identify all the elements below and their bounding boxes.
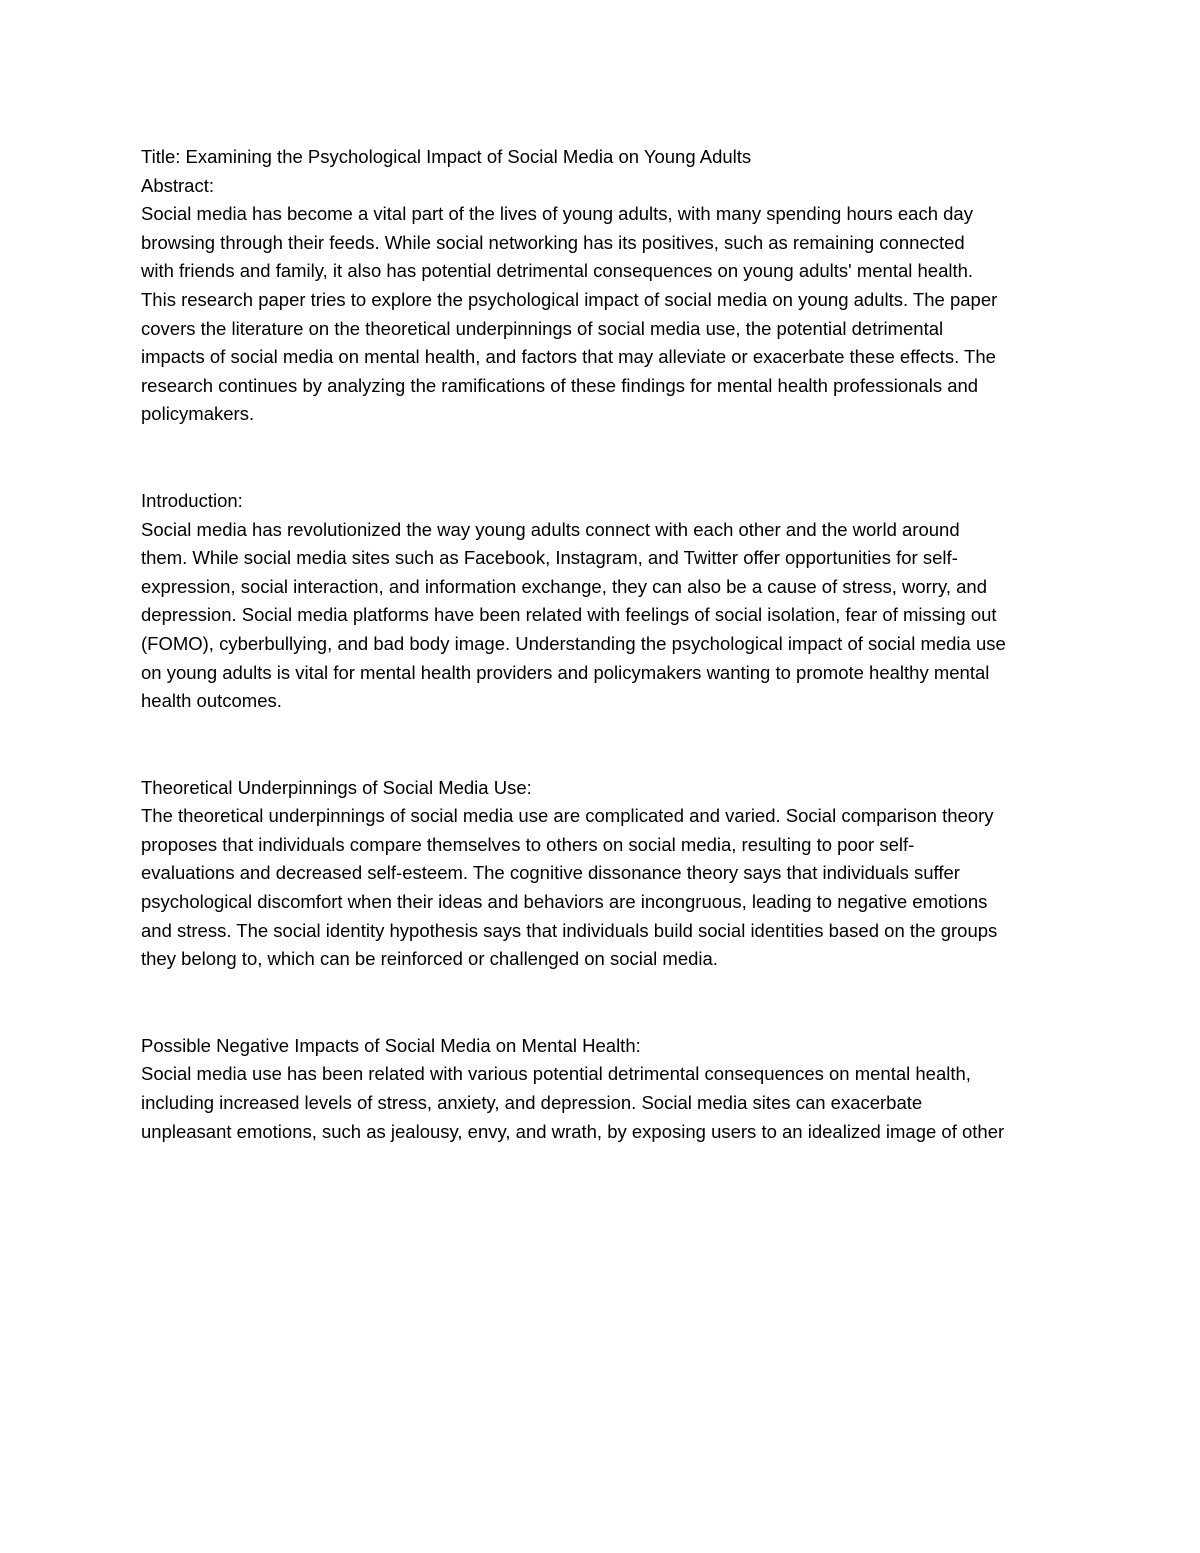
paragraph-introduction: [141, 516, 1066, 716]
paragraph-theoretical-underpinnings: [141, 802, 1066, 974]
section-heading-theoretical-underpinnings: Theoretical Underpinnings of Social Media Use:: [141, 776, 532, 798]
text-line: Social media has revolutionized the way young adults connect with each other and the world around: [141, 518, 960, 540]
text-line: they belong to, which can be reinforced or challenged on social media.: [141, 948, 718, 970]
text-line: including increased levels of stress, anxiety, and depression. Social media sites can exacerbate: [141, 1092, 923, 1114]
text-line: unpleasant emotions, such as jealousy, envy, and wrath, by exposing users to an idealized image of other: [141, 1120, 1005, 1142]
text-line: evaluations and decreased self-esteem. The cognitive dissonance theory says that individuals suffer: [141, 862, 960, 884]
text-line: proposes that individuals compare themselves to others on social media, resulting to poor self-: [141, 833, 915, 855]
text-line: policymakers.: [141, 403, 255, 425]
text-line: This research paper tries to explore the psychological impact of social media on young adults. The paper: [141, 288, 998, 310]
text-line: and stress. The social identity hypothesis says that individuals build social identities based on the groups: [141, 919, 998, 941]
text-line: them. While social media sites such as Facebook, Instagram, and Twitter offer opportunities for self-: [141, 547, 958, 569]
text-line: browsing through their feeds. While social networking has its positives, such as remaining connected: [141, 231, 965, 253]
paragraph-negative-impacts: [141, 1060, 1066, 1146]
text-line: The theoretical underpinnings of social media use are complicated and varied. Social comparison theory: [141, 805, 994, 827]
document-title: Title: Examining the Psychological Impact of Social Media on Young Adults: [141, 146, 752, 167]
text-line: psychological discomfort when their ideas and behaviors are incongruous, leading to negative emotions: [141, 891, 988, 913]
document-body: [141, 143, 1066, 1146]
text-line: expression, social interaction, and information exchange, they can also be a cause of stress, worry, and: [141, 575, 987, 597]
text-line: covers the literature on the theoretical underpinnings of social media use, the potential detrimental: [141, 317, 944, 339]
section-heading-negative-impacts: Possible Negative Impacts of Social Media on Mental Health:: [141, 1034, 641, 1056]
text-line: health outcomes.: [141, 690, 282, 712]
text-line: Social media use has been related with various potential detrimental consequences on mental health,: [141, 1063, 971, 1085]
section-heading-introduction: Introduction:: [141, 489, 243, 511]
text-line: depression. Social media platforms have been related with feelings of social isolation, fear of missing out: [141, 604, 997, 626]
section-heading-abstract: Abstract:: [141, 174, 214, 196]
text-line: (FOMO), cyberbullying, and bad body image. Understanding the psychological impact of social media use: [141, 632, 1006, 654]
text-line: Social media has become a vital part of the lives of young adults, with many spending hours each day: [141, 203, 973, 225]
text-line: research continues by analyzing the ramifications of these findings for mental health professionals and: [141, 374, 979, 396]
paragraph-abstract: [141, 200, 1066, 429]
text-line: impacts of social media on mental health, and factors that may alleviate or exacerbate these effects. The: [141, 346, 996, 368]
text-line: with friends and family, it also has potential detrimental consequences on young adults' mental health.: [141, 260, 974, 282]
text-line: on young adults is vital for mental health providers and policymakers wanting to promote healthy mental: [141, 661, 990, 683]
